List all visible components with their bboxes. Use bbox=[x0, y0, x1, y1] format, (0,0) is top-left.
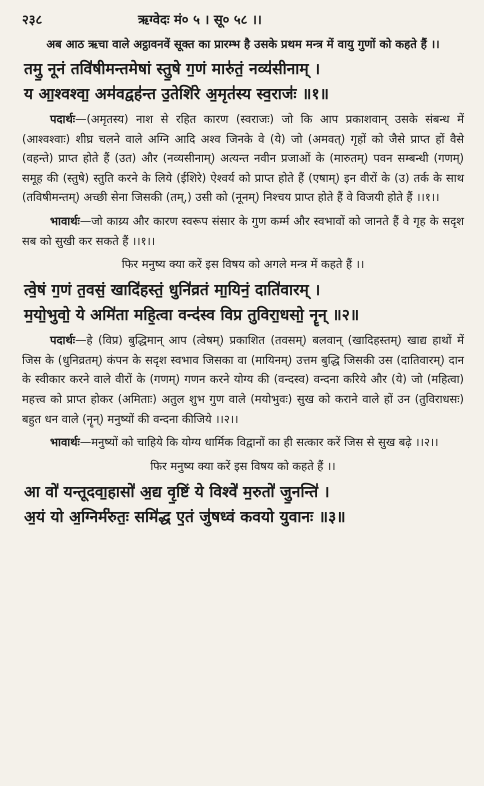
bhavartha-2 bbox=[22, 433, 464, 453]
bhavartha-label: भावार्थः bbox=[50, 435, 80, 450]
mantra-2-introduction: फिर मनुष्य क्या करें इस विषय को अगले मन्त्र में कहते हैं ।। bbox=[121, 257, 365, 272]
bhavartha-text: —जो काय्र्य और कारण स्वरूप संसार के गुण कर्म्म और स्वभावों को जानते हैं वे गृह के सदृश सब को सुखी कर सकते हैं ।।१।। bbox=[22, 213, 464, 248]
mantra-3-line-1: आ वो॑ यन्तूदवा॒हासो॑ अ॒द्य वृ॒ष्टिं ये विश्वे॑ म॒रुतो॑ जु॒नन्ति॑ । bbox=[24, 481, 330, 501]
mantra-1-line-2: य आ॒श्वश्वा॒ अम॑वद्वह॑न्त उ॒तेशि॑रे अ॒मृत॑स्य स्व॒राजः॑ ॥१॥ bbox=[24, 84, 330, 103]
padartha-text: —हे (विप्र) बुद्धिमान् आप (त्वेषम्) प्रकाशित (तवसम्) बलवान् (खादिहस्तम्) खाद्य हाथों में जिस के (धुनिव्रतम्) कंपन के सदृश स्वभाव जिसका वा (मायिनम्) उत्तम बुद्धि जिसकी उस (दातिवारम्) दान के स्वीकार करने वाले वीरों के (गणम्) गणन करने योग्य की (वन्दस्व) वन्दना करिये और (ये) जो (महित्वा) महत्त्व को प्राप्त होकर (अमिताः) अतुल शुभ गुण वाले (मयोभुवः) सुख को कराने वाले हों उन (तुविराधसः) बहुत धन वाले (नॄन्) मनुष्यों की वन्दना कीजिये ।।२।। bbox=[22, 333, 464, 426]
page-number: २३८ bbox=[22, 13, 43, 28]
bhavartha-label: भावार्थः bbox=[50, 213, 80, 228]
bhavartha-text: —मनुष्यों को चाहिये कि योग्य धार्मिक विद्वानों का ही सत्कार करें जिस से सुख बढ़े ।।२।। bbox=[79, 435, 439, 450]
padartha-label: पदार्थः bbox=[50, 112, 76, 126]
running-title: ऋग्वेदः मं० ५ । सू० ५८ ।। bbox=[138, 13, 262, 28]
padartha-1 bbox=[22, 110, 464, 208]
bhavartha-1 bbox=[22, 212, 464, 251]
mantra-2-line-2: म॒यो॒भुवो॒ ये अमि॑ता महि॒त्वा वन्द॑स्व विप्र तुविरा॒धसो॒ नॄन् ॥२॥ bbox=[24, 305, 360, 325]
mantra-3-line-2: अ॒यं यो अ॒ग्निर्म॑रुतः॒ समि॑द्ध ए॒तं जु॑षध्वं कवयो युवानः ॥३॥ bbox=[24, 506, 346, 526]
mantra-3-introduction: फिर मनुष्य क्या करें इस विषय को कहते हैं ।। bbox=[150, 458, 336, 473]
padartha-2 bbox=[22, 331, 464, 429]
mantra-1-line-1: तमु॒ नूनं तवि॑षीमन्तमेषां स्तु॒षे ग॒णं मारु॑तं॒ नव्य॑सीनाम् । bbox=[24, 59, 321, 78]
page-header bbox=[22, 10, 464, 32]
mantra-2-line-1: त्वे॒षं ग॒णं त॒वसं॒ खादि॑हस्तं॒ धुनि॑व्रतं मा॒यिनं॒ दाति॑वारम् । bbox=[24, 280, 321, 300]
padartha-text: —(अमृतस्य) नाश से रहित कारण (स्वराजः) जो कि आप प्रकाशवान् उसके संबन्ध में (आश्वश्वाः) शीघ्र चलने वाले अग्नि आदि अश्व जिनके वे (ये) जो (अमवत्) गृहों को जैसे प्राप्त हों वैसे (वहन्ते) प्राप्त होते हैं (उत) और (नव्यसीनाम्) अत्यन्त नवीन प्रजाओं के (मारुतम्) पवन सम्बन्धी (गणम्) समूह की (स्तुषे) स्तुति करने के लिये (ईशिरे) ऐश्वर्य को प्राप्त होते हैं (एषाम्) इन वीरों के (उ) तर्क के साथ (तविषीमन्तम्) अच्छी सेना जिसकी (तम्,) उसी को (नूनम्) निश्चय प्राप्त होते हैं वे विजयी होते हैं ।।१।। bbox=[22, 112, 464, 205]
padartha-label: पदार्थः bbox=[50, 333, 76, 348]
sukta-introduction: अब आठ ऋचा वाले अट्ठावनवें सूक्त का प्रारम्भ है उसके प्रथम मन्त्र में वायु गुणों को कहते हैं ।। bbox=[46, 37, 440, 51]
